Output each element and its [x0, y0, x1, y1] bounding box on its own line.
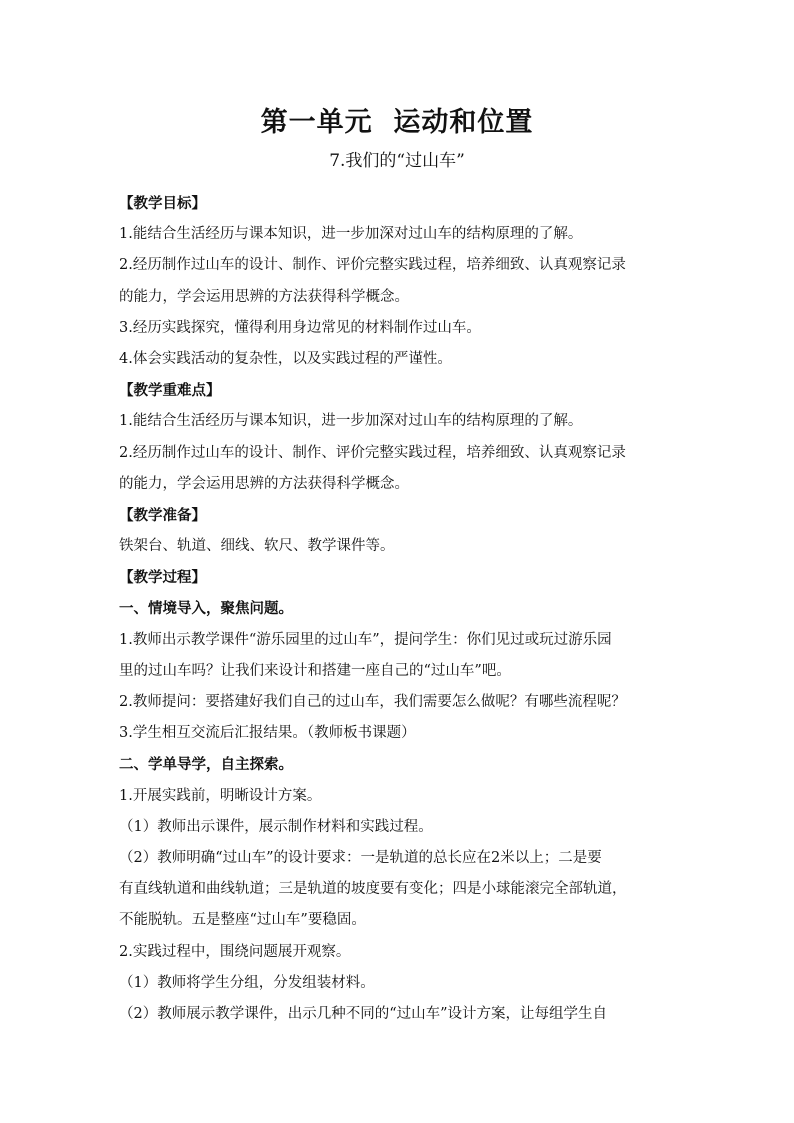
- paragraph-line: （2）教师明确“过山车”的设计要求：一是轨道的总长应在2米以上；二是要: [119, 849, 602, 866]
- paragraph-line: 的能力，学会运用思辨的方法获得科学概念。: [119, 475, 409, 492]
- document-body: [119, 188, 677, 1030]
- section-heading: 【教学重难点】: [119, 382, 221, 400]
- section-heading: 【教学准备】: [119, 506, 206, 524]
- paragraph-line: 的能力，学会运用思辨的方法获得科学概念。: [119, 288, 409, 305]
- paragraph-line: 2.经历制作过山车的设计、制作、评价完整实践过程，培养细致、认真观察记录: [119, 257, 626, 274]
- section-heading: 【教学目标】: [119, 195, 206, 212]
- paragraph-line: 3.经历实践探究，懂得利用身边常见的材料制作过山车。: [119, 319, 481, 336]
- paragraph-line: 1.开展实践前，明晰设计方案。: [119, 787, 322, 804]
- paragraph-line: 2.实践过程中，围绕问题展开观察。: [119, 943, 351, 960]
- paragraph-line: 里的过山车吗？让我们来设计和搭建一座自己的“过山车”吧。: [119, 662, 511, 679]
- paragraph-line: 4.体会实践活动的复杂性，以及实践过程的严谨性。: [119, 350, 452, 367]
- section-heading: 一、情境导入，聚焦问题。: [119, 600, 293, 618]
- paragraph-line: 2.教师提问：要搭建好我们自己的过山车，我们需要怎么做呢？有哪些流程呢？: [119, 694, 626, 710]
- paragraph-line: 1.能结合生活经历与课本知识，进一步加深对过山车的结构原理的了解。: [119, 413, 583, 430]
- paragraph-line: （1）教师出示课件，展示制作材料和实践过程。: [119, 818, 433, 835]
- paragraph-line: 2.经历制作过山车的设计、制作、评价完整实践过程，培养细致、认真观察记录: [119, 444, 626, 461]
- paragraph-line: 不能脱轨。五是整座“过山车”要稳固。: [119, 912, 366, 929]
- paragraph-line: 1.能结合生活经历与课本知识，进一步加深对过山车的结构原理的了解。: [119, 226, 583, 243]
- page-title: 第一单元 运动和位置: [260, 107, 534, 138]
- section-heading: 二、学单导学，自主探索。: [119, 756, 293, 774]
- paragraph-line: 1.教师出示教学课件“游乐园里的过山车”，提问学生：你们见过或玩过游乐园: [119, 631, 612, 648]
- paragraph-line: 铁架台、轨道、细线、软尺、教学课件等。: [119, 538, 395, 555]
- section-heading: 【教学过程】: [119, 569, 206, 587]
- paragraph-line: 有直线轨道和曲线轨道；三是轨道的坡度要有变化；四是小球能滚完全部轨道，: [119, 881, 627, 898]
- paragraph-line: 3.学生相互交流后汇报结果。（教师板书课题）: [119, 725, 416, 742]
- lesson-subtitle: 7.我们的“过山车”: [329, 151, 465, 171]
- paragraph-line: （1）教师将学生分组，分发组装材料。: [119, 974, 375, 991]
- paragraph-line: （2）教师展示教学课件，出示几种不同的“过山车”设计方案，让每组学生自: [119, 1005, 608, 1022]
